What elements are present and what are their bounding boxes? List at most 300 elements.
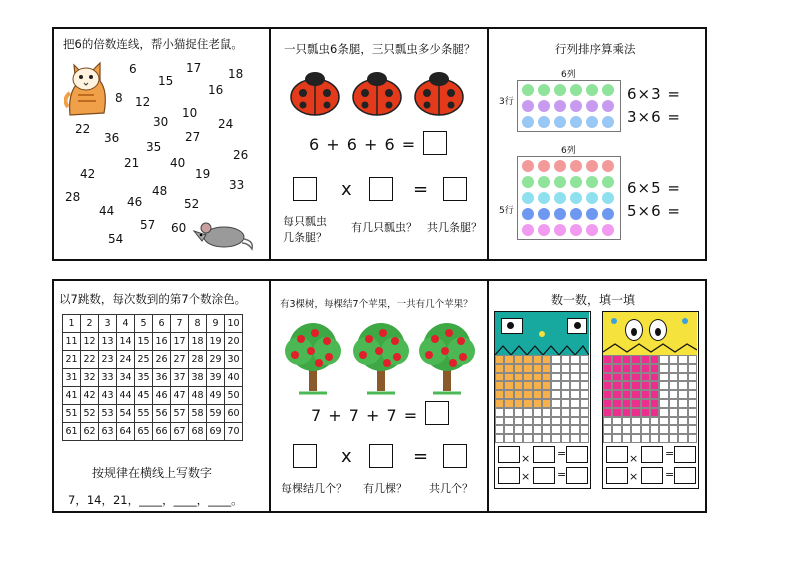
fill-cell[interactable] [641, 381, 650, 390]
number-sequence[interactable]: 7，14，21，____，____，____。 [68, 493, 243, 507]
fill-cell[interactable] [580, 364, 589, 373]
fill-cell[interactable] [495, 399, 504, 408]
fill-cell[interactable] [580, 434, 589, 443]
fill-cell[interactable] [659, 425, 668, 434]
grid-cell[interactable]: 23 [99, 351, 117, 369]
fill-cell[interactable] [580, 381, 589, 390]
fill-cell[interactable] [641, 417, 650, 426]
number-6[interactable]: 6 [129, 62, 137, 76]
fill-cell[interactable] [580, 425, 589, 434]
fill-cell[interactable] [631, 425, 640, 434]
fill-cell[interactable] [495, 425, 504, 434]
number-19[interactable]: 19 [195, 167, 211, 181]
fill-cell[interactable] [678, 408, 687, 417]
fill-cell[interactable] [504, 399, 513, 408]
fill-cell[interactable] [523, 399, 532, 408]
fill-cell[interactable] [551, 390, 560, 399]
fill-cell[interactable] [650, 364, 659, 373]
answer-box[interactable] [674, 446, 696, 463]
fill-cell[interactable] [678, 364, 687, 373]
grid-cell[interactable]: 4 [117, 315, 135, 333]
fill-cell[interactable] [650, 373, 659, 382]
fill-cell[interactable] [495, 390, 504, 399]
fill-cell[interactable] [542, 373, 551, 382]
number-18[interactable]: 18 [228, 67, 244, 81]
grid-cell[interactable]: 43 [99, 387, 117, 405]
grid-cell[interactable]: 55 [135, 405, 153, 423]
fill-cell[interactable] [650, 355, 659, 364]
fill-cell[interactable] [688, 425, 697, 434]
fill-cell[interactable] [603, 381, 612, 390]
answer-box[interactable] [606, 467, 628, 484]
fill-cell[interactable] [514, 417, 523, 426]
grid-cell[interactable]: 48 [189, 387, 207, 405]
fill-cell[interactable] [631, 381, 640, 390]
fill-cell[interactable] [678, 390, 687, 399]
fill-cell[interactable] [603, 425, 612, 434]
grid-cell[interactable]: 34 [117, 369, 135, 387]
fill-cell[interactable] [622, 373, 631, 382]
grid-cell[interactable]: 6 [153, 315, 171, 333]
grid-cell[interactable]: 8 [189, 315, 207, 333]
answer-box[interactable] [498, 467, 520, 484]
fill-cell[interactable] [650, 390, 659, 399]
fill-cell[interactable] [641, 355, 650, 364]
fill-cell[interactable] [659, 434, 668, 443]
fill-cell[interactable] [650, 381, 659, 390]
fill-cell[interactable] [622, 355, 631, 364]
fill-cell[interactable] [551, 434, 560, 443]
grid-cell[interactable]: 60 [225, 405, 243, 423]
fill-cell[interactable] [533, 373, 542, 382]
grid-cell[interactable]: 58 [189, 405, 207, 423]
fill-cell[interactable] [622, 381, 631, 390]
fill-cell[interactable] [514, 425, 523, 434]
fill-cell[interactable] [542, 364, 551, 373]
number-30[interactable]: 30 [153, 115, 169, 129]
grid-cell[interactable]: 66 [153, 423, 171, 441]
fill-cell[interactable] [678, 381, 687, 390]
fill-cell[interactable] [650, 399, 659, 408]
grid-cell[interactable]: 14 [117, 333, 135, 351]
grid-cell[interactable]: 47 [171, 387, 189, 405]
fill-cell[interactable] [688, 408, 697, 417]
grid-cell[interactable]: 56 [153, 405, 171, 423]
fill-cell[interactable] [495, 417, 504, 426]
fill-cell[interactable] [678, 434, 687, 443]
grid-cell[interactable]: 27 [171, 351, 189, 369]
grid-cell[interactable]: 1 [63, 315, 81, 333]
fill-cell[interactable] [551, 355, 560, 364]
fill-cell[interactable] [523, 381, 532, 390]
product-box[interactable] [443, 177, 467, 201]
fill-cell[interactable] [570, 434, 579, 443]
grid-cell[interactable]: 62 [81, 423, 99, 441]
factor-box[interactable] [369, 444, 393, 468]
fill-cell[interactable] [641, 425, 650, 434]
fill-cell[interactable] [542, 381, 551, 390]
answer-box[interactable] [533, 446, 555, 463]
grid-cell[interactable]: 46 [153, 387, 171, 405]
fill-cell[interactable] [514, 355, 523, 364]
fill-cell[interactable] [551, 408, 560, 417]
fill-cell[interactable] [603, 364, 612, 373]
fill-cell[interactable] [523, 364, 532, 373]
fill-cell[interactable] [603, 373, 612, 382]
fill-cell[interactable] [580, 355, 589, 364]
fill-cell[interactable] [669, 399, 678, 408]
factor-box[interactable] [293, 444, 317, 468]
fill-cell[interactable] [622, 399, 631, 408]
grid-cell[interactable]: 42 [81, 387, 99, 405]
fill-cell[interactable] [523, 390, 532, 399]
fill-cell[interactable] [523, 425, 532, 434]
fill-cell[interactable] [659, 364, 668, 373]
answer-box[interactable] [423, 131, 447, 155]
fill-cell[interactable] [495, 381, 504, 390]
fill-cell[interactable] [533, 364, 542, 373]
number-36[interactable]: 36 [104, 131, 120, 145]
fill-cell[interactable] [688, 390, 697, 399]
fill-cell[interactable] [523, 408, 532, 417]
fill-cell[interactable] [523, 434, 532, 443]
fill-cell[interactable] [533, 390, 542, 399]
fill-cell[interactable] [659, 373, 668, 382]
fill-cell[interactable] [622, 425, 631, 434]
fill-cell[interactable] [688, 373, 697, 382]
fill-cell[interactable] [650, 425, 659, 434]
fill-cell[interactable] [631, 373, 640, 382]
grid-cell[interactable]: 32 [81, 369, 99, 387]
fill-cell[interactable] [641, 399, 650, 408]
fill-cell[interactable] [688, 364, 697, 373]
fill-cell[interactable] [504, 373, 513, 382]
number-21[interactable]: 21 [124, 156, 140, 170]
fill-cell[interactable] [542, 417, 551, 426]
grid-cell[interactable]: 29 [207, 351, 225, 369]
grid-cell[interactable]: 40 [225, 369, 243, 387]
grid-cell[interactable]: 52 [81, 405, 99, 423]
fill-cell[interactable] [641, 434, 650, 443]
fill-cell[interactable] [542, 425, 551, 434]
fill-cell[interactable] [504, 425, 513, 434]
fill-cell[interactable] [561, 373, 570, 382]
grid-cell[interactable]: 2 [81, 315, 99, 333]
fill-cell[interactable] [622, 408, 631, 417]
grid-cell[interactable]: 28 [189, 351, 207, 369]
fill-cell[interactable] [603, 355, 612, 364]
number-10[interactable]: 10 [182, 106, 198, 120]
fill-cell[interactable] [570, 399, 579, 408]
grid-cell[interactable]: 17 [171, 333, 189, 351]
fill-cell[interactable] [514, 381, 523, 390]
grid-cell[interactable]: 19 [207, 333, 225, 351]
number-16[interactable]: 16 [208, 83, 224, 97]
fill-cell[interactable] [561, 434, 570, 443]
fill-cell[interactable] [631, 390, 640, 399]
product-box[interactable] [443, 444, 467, 468]
grid-cell[interactable]: 25 [135, 351, 153, 369]
fill-cell[interactable] [688, 434, 697, 443]
grid-cell[interactable]: 31 [63, 369, 81, 387]
grid-cell[interactable]: 41 [63, 387, 81, 405]
fill-cell[interactable] [669, 425, 678, 434]
fill-cell[interactable] [659, 399, 668, 408]
fill-cell[interactable] [688, 417, 697, 426]
fill-cell[interactable] [551, 373, 560, 382]
fill-cell[interactable] [612, 364, 621, 373]
fill-cell[interactable] [533, 399, 542, 408]
fill-cell[interactable] [533, 381, 542, 390]
answer-box[interactable] [641, 446, 663, 463]
fill-cell[interactable] [551, 381, 560, 390]
number-17[interactable]: 17 [186, 61, 202, 75]
grid-cell[interactable]: 67 [171, 423, 189, 441]
fill-cell[interactable] [631, 355, 640, 364]
answer-box[interactable] [641, 467, 663, 484]
number-60[interactable]: 60 [171, 221, 187, 235]
fill-cell[interactable] [495, 355, 504, 364]
fill-cell[interactable] [612, 355, 621, 364]
number-35[interactable]: 35 [146, 140, 162, 154]
fill-cell[interactable] [669, 381, 678, 390]
grid-cell[interactable]: 50 [225, 387, 243, 405]
fill-cell[interactable] [533, 408, 542, 417]
fill-cell[interactable] [678, 399, 687, 408]
fill-cell[interactable] [570, 425, 579, 434]
fill-cell[interactable] [561, 399, 570, 408]
grid-cell[interactable]: 57 [171, 405, 189, 423]
grid-cell[interactable]: 16 [153, 333, 171, 351]
number-24[interactable]: 24 [218, 117, 234, 131]
fill-cell[interactable] [523, 355, 532, 364]
fill-cell[interactable] [688, 381, 697, 390]
fill-cell[interactable] [659, 417, 668, 426]
fill-cell[interactable] [688, 355, 697, 364]
fill-cell[interactable] [542, 399, 551, 408]
fill-cell[interactable] [622, 364, 631, 373]
grid-cell[interactable]: 59 [207, 405, 225, 423]
fill-cell[interactable] [542, 390, 551, 399]
grid-cell[interactable]: 7 [171, 315, 189, 333]
grid-cell[interactable]: 51 [63, 405, 81, 423]
fill-cell[interactable] [561, 381, 570, 390]
fill-cell[interactable] [612, 390, 621, 399]
fill-cell[interactable] [580, 408, 589, 417]
fill-cell[interactable] [622, 390, 631, 399]
grid-cell[interactable]: 5 [135, 315, 153, 333]
grid-cell[interactable]: 36 [153, 369, 171, 387]
grid-cell[interactable]: 26 [153, 351, 171, 369]
grid-cell[interactable]: 44 [117, 387, 135, 405]
fill-cell[interactable] [551, 364, 560, 373]
fill-cell[interactable] [514, 408, 523, 417]
number-46[interactable]: 46 [127, 195, 143, 209]
number-28[interactable]: 28 [65, 190, 81, 204]
fill-cell[interactable] [631, 417, 640, 426]
grid-cell[interactable]: 11 [63, 333, 81, 351]
factor-box[interactable] [369, 177, 393, 201]
fill-cell[interactable] [514, 373, 523, 382]
fill-cell[interactable] [650, 408, 659, 417]
fill-cell[interactable] [504, 390, 513, 399]
answer-box[interactable] [498, 446, 520, 463]
grid-cell[interactable]: 33 [99, 369, 117, 387]
fill-cell[interactable] [504, 417, 513, 426]
fill-cell[interactable] [641, 373, 650, 382]
number-15[interactable]: 15 [158, 74, 174, 88]
fill-cell[interactable] [631, 434, 640, 443]
fill-cell[interactable] [612, 417, 621, 426]
number-54[interactable]: 54 [108, 232, 124, 246]
fill-cell[interactable] [570, 364, 579, 373]
grid-cell[interactable]: 13 [99, 333, 117, 351]
fill-cell[interactable] [514, 399, 523, 408]
fill-cell[interactable] [542, 408, 551, 417]
fill-cell[interactable] [561, 364, 570, 373]
fill-cell[interactable] [533, 417, 542, 426]
fill-cell[interactable] [669, 355, 678, 364]
fill-cell[interactable] [561, 425, 570, 434]
fill-cell[interactable] [580, 390, 589, 399]
grid-cell[interactable]: 24 [117, 351, 135, 369]
fill-cell[interactable] [612, 434, 621, 443]
number-42[interactable]: 42 [80, 167, 96, 181]
grid-cell[interactable]: 38 [189, 369, 207, 387]
grid-cell[interactable]: 61 [63, 423, 81, 441]
fill-cell[interactable] [622, 417, 631, 426]
fill-cell[interactable] [659, 381, 668, 390]
number-48[interactable]: 48 [152, 184, 168, 198]
fill-cell[interactable] [669, 373, 678, 382]
number-12[interactable]: 12 [135, 95, 151, 109]
fill-cell[interactable] [631, 408, 640, 417]
answer-box[interactable] [606, 446, 628, 463]
fill-cell[interactable] [495, 373, 504, 382]
fill-cell[interactable] [570, 417, 579, 426]
answer-box[interactable] [533, 467, 555, 484]
fill-cell[interactable] [570, 381, 579, 390]
grid-cell[interactable]: 53 [99, 405, 117, 423]
fill-cell[interactable] [580, 399, 589, 408]
fill-cell[interactable] [551, 417, 560, 426]
fill-cell[interactable] [612, 381, 621, 390]
number-8[interactable]: 8 [115, 91, 123, 105]
fill-cell[interactable] [612, 425, 621, 434]
grid-cell[interactable]: 21 [63, 351, 81, 369]
fill-cell[interactable] [631, 364, 640, 373]
fill-cell[interactable] [570, 355, 579, 364]
fill-cell[interactable] [551, 425, 560, 434]
fill-cell[interactable] [659, 408, 668, 417]
fill-cell[interactable] [678, 417, 687, 426]
fill-cell[interactable] [533, 425, 542, 434]
grid-cell[interactable]: 22 [81, 351, 99, 369]
fill-cell[interactable] [523, 417, 532, 426]
grid-cell[interactable]: 69 [207, 423, 225, 441]
number-27[interactable]: 27 [185, 130, 201, 144]
fill-cell[interactable] [504, 355, 513, 364]
fill-cell[interactable] [561, 408, 570, 417]
fill-cell[interactable] [669, 417, 678, 426]
fill-cell[interactable] [504, 381, 513, 390]
factor-box[interactable] [293, 177, 317, 201]
fill-cell[interactable] [495, 364, 504, 373]
fill-cell[interactable] [504, 434, 513, 443]
fill-cell[interactable] [504, 364, 513, 373]
fill-cell[interactable] [514, 434, 523, 443]
number-22[interactable]: 22 [75, 122, 91, 136]
grid-cell[interactable]: 70 [225, 423, 243, 441]
fill-cell[interactable] [514, 364, 523, 373]
fill-cell[interactable] [669, 364, 678, 373]
fill-cell[interactable] [650, 417, 659, 426]
grid-cell[interactable]: 68 [189, 423, 207, 441]
grid-cell[interactable]: 3 [99, 315, 117, 333]
grid-cell[interactable]: 37 [171, 369, 189, 387]
fill-cell[interactable] [631, 399, 640, 408]
fill-cell[interactable] [678, 373, 687, 382]
fill-cell[interactable] [603, 417, 612, 426]
number-52[interactable]: 52 [184, 197, 200, 211]
fill-cell[interactable] [570, 373, 579, 382]
grid-cell[interactable]: 54 [117, 405, 135, 423]
number-26[interactable]: 26 [233, 148, 249, 162]
fill-cell[interactable] [641, 390, 650, 399]
number-33[interactable]: 33 [229, 178, 245, 192]
answer-box[interactable] [674, 467, 696, 484]
grid-cell[interactable]: 64 [117, 423, 135, 441]
number-40[interactable]: 40 [170, 156, 186, 170]
answer-box[interactable] [566, 446, 588, 463]
fill-cell[interactable] [688, 399, 697, 408]
fill-cell[interactable] [542, 355, 551, 364]
number-57[interactable]: 57 [140, 218, 156, 232]
grid-cell[interactable]: 30 [225, 351, 243, 369]
fill-cell[interactable] [612, 399, 621, 408]
fill-cell[interactable] [678, 355, 687, 364]
grid-cell[interactable]: 65 [135, 423, 153, 441]
grid-cell[interactable]: 18 [189, 333, 207, 351]
fill-cell[interactable] [533, 355, 542, 364]
fill-cell[interactable] [678, 425, 687, 434]
grid-cell[interactable]: 9 [207, 315, 225, 333]
fill-cell[interactable] [612, 373, 621, 382]
fill-cell[interactable] [533, 434, 542, 443]
fill-cell[interactable] [580, 417, 589, 426]
fill-cell[interactable] [641, 364, 650, 373]
grid-cell[interactable]: 45 [135, 387, 153, 405]
fill-cell[interactable] [495, 408, 504, 417]
fill-cell[interactable] [603, 390, 612, 399]
grid-cell[interactable]: 15 [135, 333, 153, 351]
fill-cell[interactable] [504, 408, 513, 417]
grid-cell[interactable]: 49 [207, 387, 225, 405]
grid-cell[interactable]: 10 [225, 315, 243, 333]
grid-cell[interactable]: 39 [207, 369, 225, 387]
fill-cell[interactable] [603, 399, 612, 408]
fill-cell[interactable] [659, 390, 668, 399]
fill-cell[interactable] [570, 408, 579, 417]
fill-cell[interactable] [523, 373, 532, 382]
right-fill-grid[interactable] [603, 355, 697, 443]
fill-cell[interactable] [570, 390, 579, 399]
fill-cell[interactable] [659, 355, 668, 364]
grid-cell[interactable]: 20 [225, 333, 243, 351]
grid-cell[interactable]: 35 [135, 369, 153, 387]
fill-cell[interactable] [669, 390, 678, 399]
left-fill-grid[interactable] [495, 355, 589, 443]
